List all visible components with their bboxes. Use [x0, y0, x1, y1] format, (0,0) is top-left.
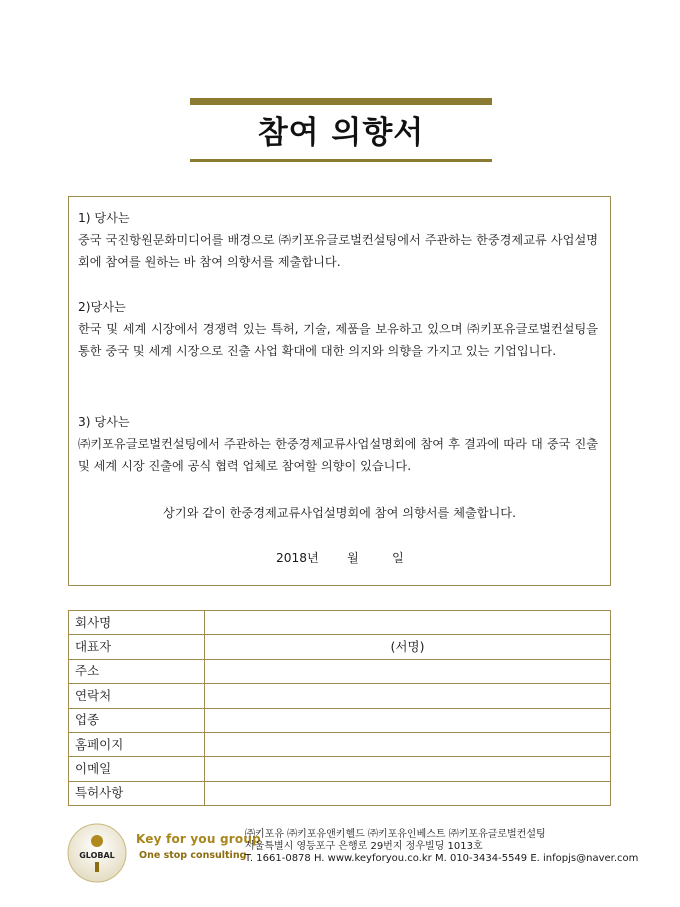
table-row: [69, 611, 611, 635]
section-2-text: 한국 및 세계 시장에서 경쟁력 있는 특허, 기술, 제품을 보유하고 있으며 ㈜키포유글로벌컨설팅을 통한 중국 및 세계 시장으로 진출 사업 확대에 대한 의지와 의향을 가지고 있는 기업입니다.: [78, 322, 598, 358]
representative-field[interactable]: (서명): [205, 635, 611, 659]
footer-contact: T. 1661-0878 H. www.keyforyou.co.kr M. 010-3434-5549 E. infopjs@naver.com: [245, 853, 639, 864]
footer-address: 서울특별시 영등포구 은행로 29번지 정우빌딩 1013호: [245, 841, 483, 852]
closing-statement: 상기와 같이 한중경제교류사업설명회에 참여 의향서를 체출합니다.: [163, 506, 516, 520]
brand-name: Key for you group: [136, 832, 261, 846]
email-field[interactable]: [205, 757, 611, 781]
row-label-company: 회사명: [69, 611, 205, 635]
section-3: [78, 411, 598, 477]
row-label-patent: 특허사항: [69, 781, 205, 805]
footer-companies: ㈜키포유 ㈜키포유앤키헬드 ㈜키포유인베스트 ㈜키포유글로벌컨설팅: [245, 829, 546, 840]
table-row: [69, 684, 611, 708]
section-1: [78, 207, 598, 273]
date-year: 2018년: [276, 551, 319, 565]
industry-field[interactable]: [205, 708, 611, 732]
address-field[interactable]: [205, 659, 611, 683]
table-row: [69, 659, 611, 683]
brand-tagline: One stop consulting: [139, 850, 247, 861]
section-2-heading: 2)당사는: [78, 300, 126, 314]
date-month: 월: [347, 551, 359, 565]
row-label-representative: 대표자: [69, 635, 205, 659]
table-row: [69, 781, 611, 805]
section-1-text: 중국 국진항원문화미디어를 배경으로 ㈜키포유글로벌컨설팅에서 주관하는 한중경제교류 사업설명회에 참여를 원하는 바 참여 의향서를 제출합니다.: [78, 233, 598, 269]
row-label-email: 이메일: [69, 757, 205, 781]
global-logo-icon: [66, 822, 128, 884]
section-3-text: ㈜키포유글로벌컨설팅에서 주관하는 한중경제교류사업설명회에 참여 후 결과에 따라 대 중국 진출 및 세계 시장 진출에 공식 협력 업체로 참여할 의향이 있습니다.: [78, 437, 598, 473]
row-label-address: 주소: [69, 659, 205, 683]
section-2: [78, 296, 598, 362]
patent-field[interactable]: [205, 781, 611, 805]
table-row: [69, 757, 611, 781]
table-row: [69, 708, 611, 732]
row-label-contact: 연락처: [69, 684, 205, 708]
table-row: [69, 635, 611, 659]
title-rule-bottom: [190, 159, 492, 162]
applicant-info-table: [68, 610, 611, 806]
section-1-heading: 1) 당사는: [78, 211, 130, 225]
page-title: 참여 의향서: [257, 115, 425, 151]
contact-field[interactable]: [205, 684, 611, 708]
section-3-heading: 3) 당사는: [78, 415, 130, 429]
company-field[interactable]: [205, 611, 611, 635]
logo-text: GLOBAL: [79, 851, 115, 860]
homepage-field[interactable]: [205, 732, 611, 756]
title-rule-top: [190, 98, 492, 105]
table-row: [69, 732, 611, 756]
row-label-homepage: 홈페이지: [69, 732, 205, 756]
date-day: 일: [392, 551, 404, 565]
row-label-industry: 업종: [69, 708, 205, 732]
